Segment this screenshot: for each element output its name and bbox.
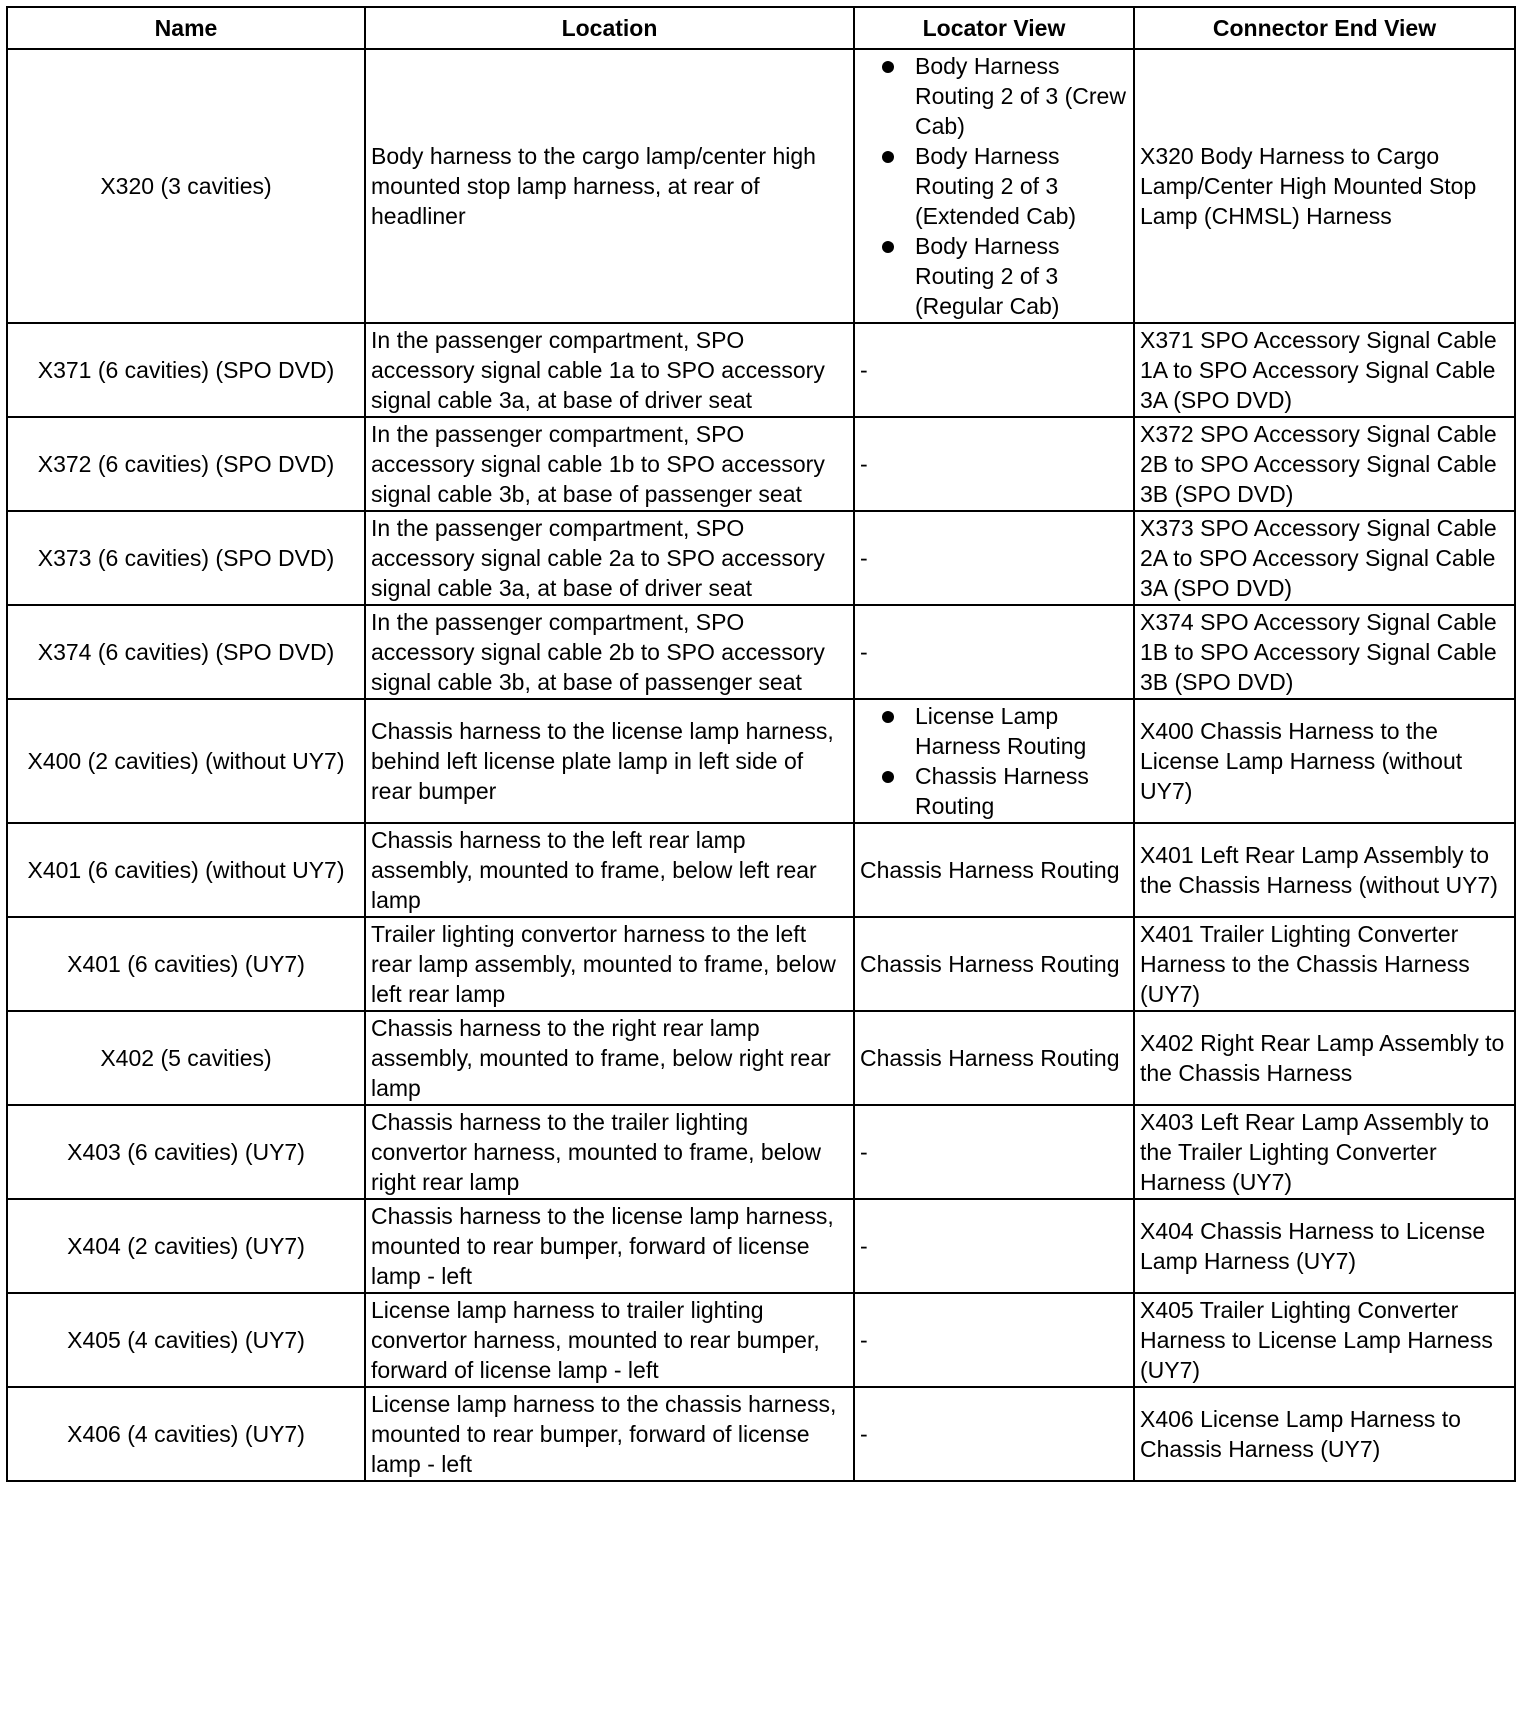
- locator-view-cell: -: [854, 605, 1134, 699]
- connector-end-view-cell: X404 Chassis Harness to License Lamp Harness (UY7): [1134, 1199, 1515, 1293]
- location-cell: Chassis harness to the license lamp harness, mounted to rear bumper, forward of license lamp - left: [365, 1199, 854, 1293]
- locator-view-list: [860, 701, 1128, 821]
- locator-view-cell: -: [854, 1387, 1134, 1481]
- locator-view-link: Chassis Harness Routing: [915, 761, 1128, 821]
- connector-end-view-cell: X406 License Lamp Harness to Chassis Harness (UY7): [1134, 1387, 1515, 1481]
- connector-name-cell: X404 (2 cavities) (UY7): [7, 1199, 365, 1293]
- locator-view-list: [860, 51, 1128, 321]
- table-row: [7, 699, 1515, 823]
- location-cell: Chassis harness to the right rear lamp assembly, mounted to frame, below right rear lamp: [365, 1011, 854, 1105]
- table-row: [7, 917, 1515, 1011]
- connector-end-view-cell: X403 Left Rear Lamp Assembly to the Trailer Lighting Converter Harness (UY7): [1134, 1105, 1515, 1199]
- connector-name-cell: X402 (5 cavities): [7, 1011, 365, 1105]
- locator-view-cell: [854, 49, 1134, 323]
- connector-name-cell: X401 (6 cavities) (UY7): [7, 917, 365, 1011]
- connector-name-cell: X371 (6 cavities) (SPO DVD): [7, 323, 365, 417]
- connector-end-view-cell: X373 SPO Accessory Signal Cable 2A to SPO Accessory Signal Cable 3A (SPO DVD): [1134, 511, 1515, 605]
- locator-view-cell: [854, 699, 1134, 823]
- location-cell: Chassis harness to the left rear lamp assembly, mounted to frame, below left rear lamp: [365, 823, 854, 917]
- connector-end-view-cell: X320 Body Harness to Cargo Lamp/Center High Mounted Stop Lamp (CHMSL) Harness: [1134, 49, 1515, 323]
- connector-name-cell: X400 (2 cavities) (without UY7): [7, 699, 365, 823]
- connector-end-view-cell: X401 Left Rear Lamp Assembly to the Chassis Harness (without UY7): [1134, 823, 1515, 917]
- locator-view-cell: Chassis Harness Routing: [854, 823, 1134, 917]
- header-row: [7, 7, 1515, 49]
- table-row: [7, 1199, 1515, 1293]
- table-row: [7, 323, 1515, 417]
- locator-view-link: Body Harness Routing 2 of 3 (Crew Cab): [915, 51, 1128, 141]
- connector-name-cell: X403 (6 cavities) (UY7): [7, 1105, 365, 1199]
- locator-view-cell: -: [854, 1105, 1134, 1199]
- table-row: [7, 1011, 1515, 1105]
- location-cell: In the passenger compartment, SPO accessory signal cable 2a to SPO accessory signal cable 3a, at base of driver seat: [365, 511, 854, 605]
- header-locator-view: Locator View: [854, 7, 1134, 49]
- connector-name-cell: X406 (4 cavities) (UY7): [7, 1387, 365, 1481]
- document-page: [6, 6, 1514, 1482]
- connector-end-view-cell: X374 SPO Accessory Signal Cable 1B to SPO Accessory Signal Cable 3B (SPO DVD): [1134, 605, 1515, 699]
- table-row: [7, 1293, 1515, 1387]
- table-row: [7, 605, 1515, 699]
- locator-view-link: Body Harness Routing 2 of 3 (Regular Cab): [915, 231, 1128, 321]
- locator-view-link: Body Harness Routing 2 of 3 (Extended Cab): [915, 141, 1128, 231]
- connector-end-view-cell: X372 SPO Accessory Signal Cable 2B to SPO Accessory Signal Cable 3B (SPO DVD): [1134, 417, 1515, 511]
- connector-end-view-cell: X371 SPO Accessory Signal Cable 1A to SPO Accessory Signal Cable 3A (SPO DVD): [1134, 323, 1515, 417]
- location-cell: License lamp harness to the chassis harness, mounted to rear bumper, forward of license lamp - left: [365, 1387, 854, 1481]
- connector-name-cell: X374 (6 cavities) (SPO DVD): [7, 605, 365, 699]
- location-cell: Chassis harness to the license lamp harness, behind left license plate lamp in left side of rear bumper: [365, 699, 854, 823]
- locator-view-cell: -: [854, 1293, 1134, 1387]
- header-connector-end-view: Connector End View: [1134, 7, 1515, 49]
- table-header: [7, 7, 1515, 49]
- locator-view-cell: Chassis Harness Routing: [854, 1011, 1134, 1105]
- table-row: [7, 49, 1515, 323]
- location-cell: In the passenger compartment, SPO accessory signal cable 1b to SPO accessory signal cable 3b, at base of passenger seat: [365, 417, 854, 511]
- location-cell: Body harness to the cargo lamp/center high mounted stop lamp harness, at rear of headliner: [365, 49, 854, 323]
- connector-name-cell: X373 (6 cavities) (SPO DVD): [7, 511, 365, 605]
- table-row: [7, 417, 1515, 511]
- connector-end-view-cell: X402 Right Rear Lamp Assembly to the Chassis Harness: [1134, 1011, 1515, 1105]
- location-cell: In the passenger compartment, SPO accessory signal cable 2b to SPO accessory signal cable 3b, at base of passenger seat: [365, 605, 854, 699]
- location-cell: Trailer lighting convertor harness to the left rear lamp assembly, mounted to frame, below left rear lamp: [365, 917, 854, 1011]
- header-name: Name: [7, 7, 365, 49]
- connector-name-cell: X401 (6 cavities) (without UY7): [7, 823, 365, 917]
- table-row: [7, 1105, 1515, 1199]
- location-cell: License lamp harness to trailer lighting convertor harness, mounted to rear bumper, forward of license lamp - left: [365, 1293, 854, 1387]
- locator-view-cell: Chassis Harness Routing: [854, 917, 1134, 1011]
- locator-view-cell: -: [854, 417, 1134, 511]
- location-cell: Chassis harness to the trailer lighting convertor harness, mounted to frame, below right rear lamp: [365, 1105, 854, 1199]
- connector-name-cell: X405 (4 cavities) (UY7): [7, 1293, 365, 1387]
- table-row: [7, 511, 1515, 605]
- table-row: [7, 823, 1515, 917]
- locator-view-link: License Lamp Harness Routing: [915, 701, 1128, 761]
- location-cell: In the passenger compartment, SPO accessory signal cable 1a to SPO accessory signal cable 3a, at base of driver seat: [365, 323, 854, 417]
- locator-view-cell: -: [854, 511, 1134, 605]
- connector-end-view-cell: X400 Chassis Harness to the License Lamp Harness (without UY7): [1134, 699, 1515, 823]
- connector-table: [6, 6, 1516, 1482]
- connector-end-view-cell: X405 Trailer Lighting Converter Harness to License Lamp Harness (UY7): [1134, 1293, 1515, 1387]
- locator-view-cell: -: [854, 1199, 1134, 1293]
- connector-name-cell: X372 (6 cavities) (SPO DVD): [7, 417, 365, 511]
- locator-view-cell: -: [854, 323, 1134, 417]
- table-body: [7, 49, 1515, 1481]
- header-location: Location: [365, 7, 854, 49]
- table-row: [7, 1387, 1515, 1481]
- connector-end-view-cell: X401 Trailer Lighting Converter Harness to the Chassis Harness (UY7): [1134, 917, 1515, 1011]
- connector-name-cell: X320 (3 cavities): [7, 49, 365, 323]
